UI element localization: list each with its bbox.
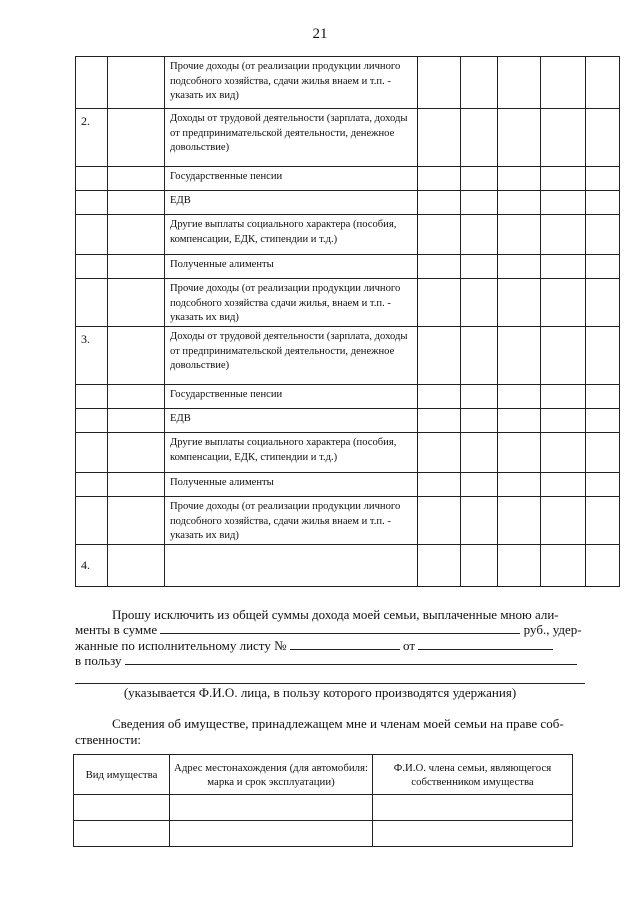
writ-number-field[interactable]: [290, 638, 400, 650]
income-amount-cell[interactable]: [541, 385, 586, 409]
income-table: [75, 56, 620, 587]
writ-date-field[interactable]: [418, 638, 553, 650]
income-amount-cell[interactable]: [586, 433, 620, 473]
income-type-label: Другие выплаты социального характера (пособия, компенсации, ЕДК, стипендии и т.д.): [165, 215, 418, 255]
income-member-cell[interactable]: [108, 109, 165, 167]
income-amount-cell[interactable]: [498, 497, 541, 545]
property-cell[interactable]: [373, 795, 573, 821]
income-row: [76, 57, 620, 109]
income-row-number: [76, 215, 108, 255]
income-amount-cell[interactable]: [418, 385, 461, 409]
property-header-owner: Ф.И.О. члена семьи, являющегося собственником имущества: [373, 755, 573, 795]
income-member-cell[interactable]: [108, 57, 165, 109]
income-row: [76, 191, 620, 215]
income-type-label: Прочие доходы (от реализации продукции личного подсобного хозяйства, сдачи жилья внаем и т.п. - указать их вид): [165, 57, 418, 109]
income-type-label: ЕДВ: [165, 191, 418, 215]
income-amount-cell[interactable]: [541, 409, 586, 433]
income-row-number: [76, 167, 108, 191]
income-type-label: Государственные пенсии: [165, 385, 418, 409]
income-member-cell[interactable]: [108, 497, 165, 545]
income-amount-cell[interactable]: [418, 57, 461, 109]
income-amount-cell[interactable]: [418, 215, 461, 255]
income-amount-cell[interactable]: [461, 57, 498, 109]
income-row: [76, 385, 620, 409]
income-member-cell[interactable]: [108, 279, 165, 327]
income-amount-cell[interactable]: [541, 279, 586, 327]
income-amount-cell[interactable]: [586, 473, 620, 497]
income-amount-cell[interactable]: [586, 279, 620, 327]
income-row: [76, 167, 620, 191]
income-amount-cell[interactable]: [541, 433, 586, 473]
income-amount-cell[interactable]: [418, 255, 461, 279]
income-member-cell[interactable]: [108, 167, 165, 191]
income-amount-cell[interactable]: [541, 215, 586, 255]
property-cell[interactable]: [74, 821, 170, 847]
alimony-line-3: жанные по исполнительному листу № от: [75, 638, 587, 654]
income-amount-cell[interactable]: [541, 109, 586, 167]
income-member-cell[interactable]: [108, 473, 165, 497]
property-cell[interactable]: [373, 821, 573, 847]
income-amount-cell[interactable]: [586, 327, 620, 385]
income-amount-cell[interactable]: [461, 385, 498, 409]
income-amount-cell[interactable]: [541, 255, 586, 279]
income-amount-cell[interactable]: [586, 167, 620, 191]
property-header-address: Адрес местонахождения (для автомобиля: марка и срок эксплуатации): [170, 755, 373, 795]
property-intro-line-2: ственности:: [75, 732, 142, 747]
income-amount-cell[interactable]: [586, 385, 620, 409]
income-amount-cell[interactable]: [461, 167, 498, 191]
income-member-cell[interactable]: [108, 191, 165, 215]
income-amount-cell[interactable]: [586, 497, 620, 545]
income-amount-cell[interactable]: [418, 191, 461, 215]
income-amount-cell[interactable]: [498, 473, 541, 497]
income-amount-cell[interactable]: [461, 327, 498, 385]
income-amount-cell[interactable]: [498, 167, 541, 191]
income-amount-cell[interactable]: [586, 409, 620, 433]
income-amount-cell[interactable]: [418, 409, 461, 433]
income-amount-cell[interactable]: [586, 109, 620, 167]
beneficiary-field[interactable]: [125, 653, 577, 665]
alimony-line-1: Прошу исключить из общей суммы дохода моей семьи, выплаченные мною али-: [112, 607, 559, 622]
income-amount-cell[interactable]: [461, 497, 498, 545]
property-cell[interactable]: [170, 821, 373, 847]
income-amount-cell[interactable]: [418, 473, 461, 497]
income-amount-cell[interactable]: [418, 497, 461, 545]
income-amount-cell[interactable]: [418, 167, 461, 191]
income-amount-cell[interactable]: [586, 57, 620, 109]
income-amount-cell[interactable]: [461, 255, 498, 279]
income-row-number: [76, 255, 108, 279]
income-row-number: [76, 279, 108, 327]
income-row-number: [76, 191, 108, 215]
income-amount-cell[interactable]: [498, 327, 541, 385]
income-row: [76, 327, 620, 385]
income-row: [76, 473, 620, 497]
income-row-number: [76, 409, 108, 433]
income-type-label: Другие выплаты социального характера (пособия, компенсации, ЕДК, стипендии и т.д.): [165, 433, 418, 473]
income-type-label: [165, 545, 418, 587]
income-amount-cell[interactable]: [541, 191, 586, 215]
beneficiary-continuation-line[interactable]: [75, 683, 585, 684]
income-type-label: Полученные алименты: [165, 473, 418, 497]
income-amount-cell[interactable]: [498, 433, 541, 473]
property-cell[interactable]: [170, 795, 373, 821]
income-amount-cell[interactable]: [498, 409, 541, 433]
income-type-label: Доходы от трудовой деятельности (зарплата, доходы от предпринимательской деятельности, денежное довольствие): [165, 109, 418, 167]
income-amount-cell[interactable]: [498, 385, 541, 409]
property-header-type: Вид имущества: [74, 755, 170, 795]
income-row-number: [76, 385, 108, 409]
alimony-line-4: в пользу: [75, 653, 587, 669]
income-amount-cell[interactable]: [461, 473, 498, 497]
income-amount-cell[interactable]: [541, 327, 586, 385]
income-type-label: Государственные пенсии: [165, 167, 418, 191]
income-amount-cell[interactable]: [498, 279, 541, 327]
income-amount-cell[interactable]: [586, 191, 620, 215]
income-type-label: Полученные алименты: [165, 255, 418, 279]
income-member-cell[interactable]: [108, 433, 165, 473]
income-member-cell[interactable]: [108, 545, 165, 587]
income-type-label: Прочие доходы (от реализации продукции личного подсобного хозяйства сдачи жилья, внаем и т.п. - указать их вид): [165, 279, 418, 327]
income-row: [76, 109, 620, 167]
income-row: [76, 545, 620, 587]
income-row: [76, 497, 620, 545]
income-row-number: [76, 57, 108, 109]
income-type-label: Доходы от трудовой деятельности (зарплата, доходы от предпринимательской деятельности, денежное довольствие): [165, 327, 418, 385]
income-row-number: [76, 497, 108, 545]
income-amount-cell[interactable]: [498, 191, 541, 215]
beneficiary-caption: (указывается Ф.И.О. лица, в пользу которого производятся удержания): [123, 685, 517, 700]
income-member-cell[interactable]: [108, 409, 165, 433]
alimony-line-2: менты в сумме руб., удер-: [75, 622, 582, 637]
income-amount-cell[interactable]: [461, 409, 498, 433]
income-amount-cell[interactable]: [498, 57, 541, 109]
income-amount-cell[interactable]: [498, 255, 541, 279]
income-row-number: 4.: [76, 545, 108, 587]
income-row-number: 2.: [76, 109, 108, 167]
income-amount-cell[interactable]: [461, 545, 498, 587]
income-row-number: [76, 433, 108, 473]
income-row: [76, 255, 620, 279]
income-member-cell[interactable]: [108, 215, 165, 255]
income-amount-cell[interactable]: [461, 191, 498, 215]
income-type-label: Прочие доходы (от реализации продукции личного подсобного хозяйства, сдачи жилья внаем и т.п. - указать их вид): [165, 497, 418, 545]
income-amount-cell[interactable]: [418, 109, 461, 167]
property-intro-line-1: Сведения об имуществе, принадлежащем мне и членам моей семьи на праве соб-: [112, 716, 564, 731]
income-row: [76, 215, 620, 255]
income-amount-cell[interactable]: [541, 545, 586, 587]
income-amount-cell[interactable]: [461, 279, 498, 327]
income-amount-cell[interactable]: [498, 545, 541, 587]
property-table: [73, 754, 573, 847]
income-amount-cell[interactable]: [461, 109, 498, 167]
page-number: 21: [312, 26, 328, 42]
income-amount-cell[interactable]: [586, 545, 620, 587]
alimony-amount-field[interactable]: [160, 622, 520, 634]
income-row-number: [76, 473, 108, 497]
income-amount-cell[interactable]: [498, 215, 541, 255]
income-amount-cell[interactable]: [541, 167, 586, 191]
income-row: [76, 409, 620, 433]
income-amount-cell[interactable]: [541, 57, 586, 109]
income-member-cell[interactable]: [108, 255, 165, 279]
income-row: [76, 279, 620, 327]
income-amount-cell[interactable]: [418, 327, 461, 385]
income-amount-cell[interactable]: [418, 279, 461, 327]
income-amount-cell[interactable]: [586, 255, 620, 279]
property-cell[interactable]: [74, 795, 170, 821]
income-amount-cell[interactable]: [498, 109, 541, 167]
income-amount-cell[interactable]: [586, 215, 620, 255]
income-amount-cell[interactable]: [541, 473, 586, 497]
income-row-number: 3.: [76, 327, 108, 385]
income-member-cell[interactable]: [108, 327, 165, 385]
income-amount-cell[interactable]: [461, 433, 498, 473]
income-row: [76, 433, 620, 473]
income-amount-cell[interactable]: [461, 215, 498, 255]
income-amount-cell[interactable]: [418, 433, 461, 473]
income-amount-cell[interactable]: [541, 497, 586, 545]
income-amount-cell[interactable]: [418, 545, 461, 587]
income-member-cell[interactable]: [108, 385, 165, 409]
income-type-label: ЕДВ: [165, 409, 418, 433]
